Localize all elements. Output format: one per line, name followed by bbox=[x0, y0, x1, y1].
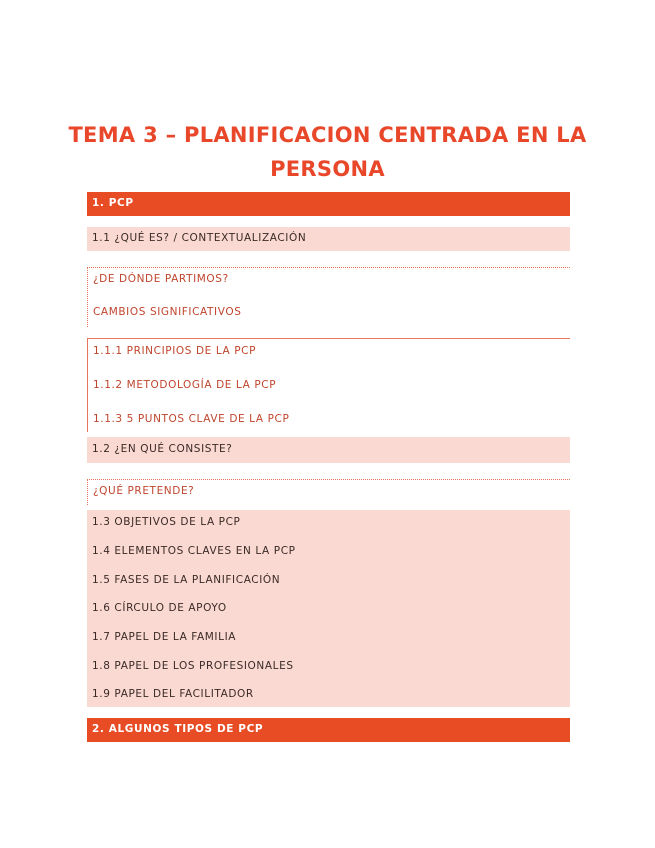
subsection-1-1-label: 1.1 ¿QUÉ ES? / CONTEXTUALIZACIÓN bbox=[92, 232, 307, 244]
subsection-1-8-label: 1.8 PAPEL DE LOS PROFESIONALES bbox=[92, 660, 294, 672]
subsection-1-2 bbox=[87, 437, 570, 463]
aims-label: ¿QUÉ PRETENDE? bbox=[93, 485, 195, 497]
subsection-1-2-label: 1.2 ¿EN QUÉ CONSISTE? bbox=[92, 443, 233, 455]
subsection-1-3-label: 1.3 OBJETIVOS DE LA PCP bbox=[92, 516, 241, 528]
subsection-list bbox=[87, 510, 570, 707]
significant-changes-label: CAMBIOS SIGNIFICATIVOS bbox=[93, 306, 242, 318]
section-header-2 bbox=[87, 718, 570, 742]
subsection-1-1-1-label: 1.1.1 PRINCIPIOS DE LA PCP bbox=[93, 345, 257, 357]
subsubsection-box bbox=[87, 338, 570, 432]
subsection-1-1-2-label: 1.1.2 METODOLOGÍA DE LA PCP bbox=[93, 379, 277, 391]
aims-box bbox=[87, 479, 570, 505]
section-header-2-label: 2. ALGUNOS TIPOS DE PCP bbox=[92, 723, 264, 735]
subsection-1-6-label: 1.6 CÍRCULO DE APOYO bbox=[92, 602, 227, 614]
title-line-1: TEMA 3 – PLANIFICACION CENTRADA EN LA bbox=[68, 123, 587, 147]
subsection-1-1-3-label: 1.1.3 5 PUNTOS CLAVE DE LA PCP bbox=[93, 413, 290, 425]
section-header-1-label: 1. PCP bbox=[92, 197, 134, 209]
section-header-1 bbox=[87, 192, 570, 216]
context-box bbox=[87, 267, 570, 327]
subsection-1-7-label: 1.7 PAPEL DE LA FAMILIA bbox=[92, 631, 237, 643]
where-we-start-label: ¿DE DÓNDE PARTIMOS? bbox=[93, 273, 229, 285]
subsection-1-1 bbox=[87, 227, 570, 251]
page-title bbox=[60, 118, 595, 186]
subsection-1-9-label: 1.9 PAPEL DEL FACILITADOR bbox=[92, 688, 254, 700]
subsection-1-4-label: 1.4 ELEMENTOS CLAVES EN LA PCP bbox=[92, 545, 296, 557]
subsection-1-5-label: 1.5 FASES DE LA PLANIFICACIÓN bbox=[92, 574, 281, 586]
title-line-2: PERSONA bbox=[270, 157, 385, 181]
